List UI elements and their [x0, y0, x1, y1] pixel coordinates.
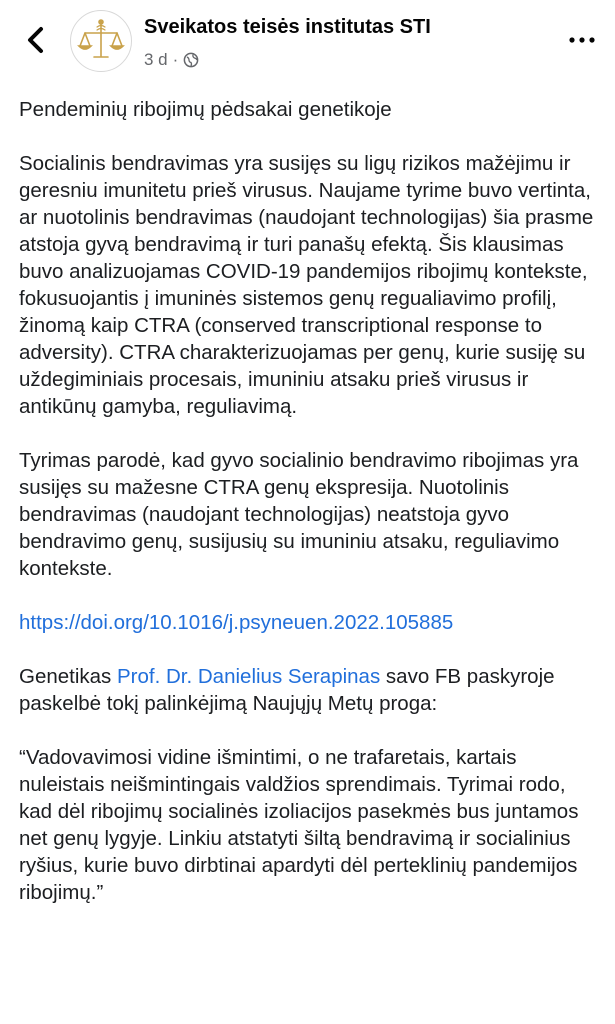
- post-body: [19, 96, 604, 933]
- page-name[interactable]: Sveikatos teisės institutas STI: [144, 16, 431, 38]
- mention-link[interactable]: Prof. Dr. Danielius Serapinas: [117, 665, 381, 688]
- more-options-button[interactable]: [567, 28, 597, 52]
- doi-paragraph: [19, 609, 604, 636]
- globe-icon: [183, 52, 199, 68]
- doi-link[interactable]: https://doi.org/10.1016/j.psyneuen.2022.105885: [19, 611, 454, 634]
- post-title: Pendeminių ribojimų pėdsakai genetikoje: [19, 98, 392, 121]
- chevron-left-icon: [22, 24, 50, 56]
- paragraph-3-rest: savo FB paskyroje paskelbė tokį palinkėjimą Naujųjų Metų proga:: [19, 665, 555, 715]
- post-paragraph-1: Socialinis bendravimas yra susijęs su ligų rizikos mažėjimu ir geresniu imunitetu prieš virusus. Naujame tyrime buvo vertinta, ar nuotolinis bendravimas (naudojant technologijas) šia prasme atstoja gyvą bendravimą ir turi panašų efektą. Šis klausimas buvo analizuojamas COVID-19 pandemijos ribojimų kontekste, fokusuojantis į imuninės sistemos genų regualiavimo profilį, žinomą kaip CTRA (conserved transcriptional response to adversity). CTRA charakterizuojamas per genų, kurie susiję su uždegiminiais procesais, imuniniu atsaku prieš virusus ir antikūnų gamyba, reguliavimą.: [19, 152, 594, 418]
- post-header: [0, 0, 615, 88]
- scales-of-justice-logo: [71, 11, 131, 71]
- page-avatar[interactable]: [70, 10, 132, 72]
- post-paragraph-3: [19, 663, 604, 717]
- post-time[interactable]: 3 d: [144, 50, 168, 69]
- post-paragraph-2: Tyrimas parodė, kad gyvo socialinio bendravimo ribojimas yra susijęs su mažesne CTRA genų ekspresija. Nuotolinis bendravimas (naudojant technologijas) neatstoja gyvo bendravimo genų, susijusių su imuniniu atsaku, reguliavimo kontekste.: [19, 449, 579, 580]
- post-quote: “Vadovavimosi vidine išmintimi, o ne trafaretais, kartais nuleistais neišmintingais valdžios sprendimais. Tyrimai rodo, kad dėl ribojimų socialinės izoliacijos pasekmės bus juntamos net genų lygyje. Linkiu atstatyti šiltą bendravimą ir socialinius ryšius, kurie buvo dirbtinai apardyti dėl perteklinių pandemijos ribojimų.”: [19, 746, 579, 904]
- more-dots-icon: [567, 28, 597, 52]
- paragraph-3-intro: Genetikas: [19, 665, 117, 688]
- back-button[interactable]: [22, 24, 50, 56]
- meta-separator: ·: [172, 50, 179, 69]
- post-meta: [144, 50, 199, 70]
